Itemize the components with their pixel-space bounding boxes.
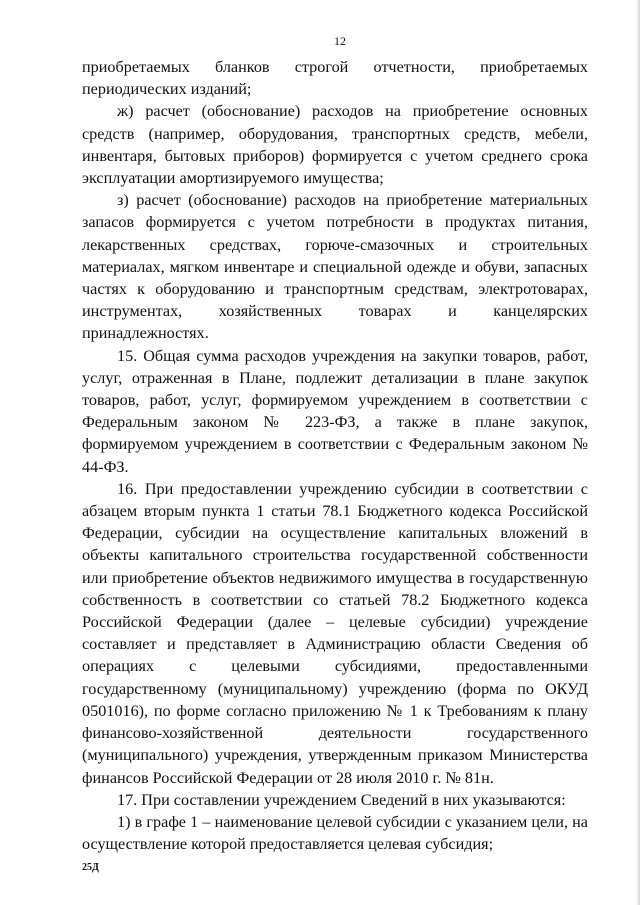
paragraph-continuation: приобретаемых бланков строгой отчетности, приобретаемых периодических изданий; (82, 58, 588, 99)
paragraph-16: 16. При предоставлении учреждению субсидии в соответствии с абзацем вторым пункта 1 статьи 78.1 Бюджетного кодекса Российской Федерации, субсидии на осуществление капитальных вложений в объекты капитального строительства государственной собственности или приобретение объектов недвижимого имущества в государственную собственность в соответствии со статьей 78.2 Бюджетного кодекса Российской Федерации (далее – целевые субсидии) учреждение составляет и представляет в Администрацию области Сведения об операциях с целевыми субсидиями, предоставленными государственному (муниципальному) учреждению (форма по ОКУД 0501016), по форме согласно приложению № 1 к Требованиям к плану финансово-хозяйственной деятельности государственного (муниципального) учреждения, утвержденным приказом Министерства финансов Российской Федерации от 28 июля 2010 г. № 81н. (82, 479, 588, 787)
document-body (82, 56, 588, 855)
paragraph-17: 17. При составлении учреждением Сведений в них указываются: (117, 790, 566, 809)
page-number: 12 (334, 34, 346, 48)
footer-code: 25Д (82, 862, 99, 873)
paragraph-15: 15. Общая сумма расходов учреждения на закупки товаров, работ, услуг, отраженная в Плане, подлежит детализации в плане закупок товаров, работ, услуг, формируемом учреждением в соответствии с Федеральным законом № 223-ФЗ, а также в плане закупок, формируемом учреждением в соответствии с Федеральным законом № 44-ФЗ. (82, 346, 588, 476)
paragraph-17-item-1: 1) в графе 1 – наименование целевой субсидии с указанием цели, на осуществление которой предоставляется целевая субсидия; (82, 812, 588, 854)
paragraph-item-zh: ж) расчет (обоснование) расходов на приобретение основных средств (например, оборудования, транспортных средств, мебели, инвентаря, бытовых приборов) формируется с учетом среднего срока эксплуатации амортизируемого имущества; (82, 102, 588, 188)
paragraph-item-z: з) расчет (обоснование) расходов на приобретение материальных запасов формируется с учетом потребности в продуктах питания, лекарственных средствах, горюче-смазочных и строительных материалах, мягком инвентаре и специальной одежде и обуви, запасных частях к оборудованию и транспортным средствам, электротоварах, инструментах, хозяйственных товарах и канцелярских принадлежностях. (82, 191, 588, 343)
